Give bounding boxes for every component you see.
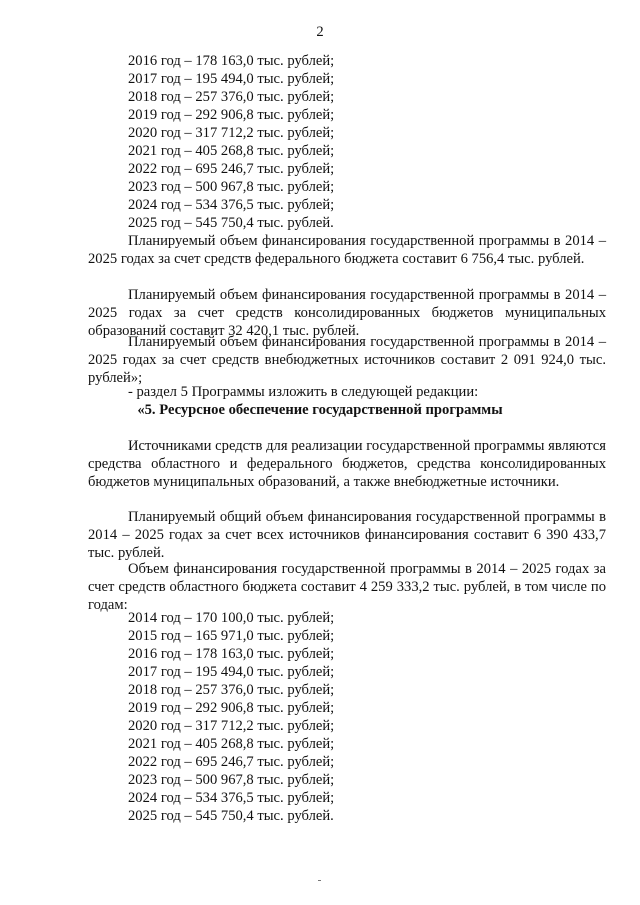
funding-by-year-list-top — [128, 52, 334, 232]
list-item: 2019 год – 292 906,8 тыс. рублей; — [128, 700, 335, 716]
list-item: 2017 год – 195 494,0 тыс. рублей; — [128, 664, 335, 680]
list-item: 2018 год – 257 376,0 тыс. рублей; — [128, 682, 335, 698]
funding-by-year-list-bottom — [128, 609, 334, 825]
list-item: 2017 год – 195 494,0 тыс. рублей; — [128, 71, 335, 87]
list-item: 2020 год – 317 712,2 тыс. рублей; — [128, 718, 335, 734]
list-item: 2024 год – 534 376,5 тыс. рублей; — [128, 790, 335, 806]
list-item: 2019 год – 292 906,8 тыс. рублей; — [128, 107, 335, 123]
paragraph-municipal-budgets: Планируемый объем финансирования государственной программы в 2014 – 2025 годах за счет средств консолидированных бюджетов муниципальных образований составит 32 420,1 тыс. рублей. — [88, 287, 606, 339]
list-item: 2016 год – 178 163,0 тыс. рублей; — [128, 53, 335, 69]
list-item: 2025 год – 545 750,4 тыс. рублей. — [128, 215, 334, 231]
list-item: 2025 год – 545 750,4 тыс. рублей. — [128, 808, 334, 824]
list-item: 2022 год – 695 246,7 тыс. рублей; — [128, 161, 335, 177]
paragraph-total-funding: Планируемый общий объем финансирования государственной программы в 2014 – 2025 годах за счет всех источников финансирования составит 6 390 433,7 тыс. рублей. — [88, 509, 606, 561]
paragraph-federal-budget: Планируемый объем финансирования государственной программы в 2014 – 2025 годах за счет средств федерального бюджета составит 6 756,4 тыс. рублей. — [88, 233, 606, 267]
section-heading: «5. Ресурсное обеспечение государственной программы — [137, 402, 503, 418]
list-item: 2018 год – 257 376,0 тыс. рублей; — [128, 89, 335, 105]
paragraph-regional-budget: Объем финансирования государственной программы в 2014 – 2025 годах за счет средств областного бюджета составит 4 259 333,2 тыс. рублей, в том числе по годам: — [88, 561, 606, 613]
scan-mark — [318, 880, 321, 881]
list-item: 2024 год – 534 376,5 тыс. рублей; — [128, 197, 335, 213]
list-item: 2015 год – 165 971,0 тыс. рублей; — [128, 628, 335, 644]
paragraph-extrabudgetary: Планируемый объем финансирования государственной программы в 2014 – 2025 годах за счет средств внебюджетных источников составит 2 091 924,0 тыс. рублей»; — [88, 334, 606, 386]
list-item: 2014 год – 170 100,0 тыс. рублей; — [128, 610, 335, 626]
list-item: 2021 год – 405 268,8 тыс. рублей; — [128, 143, 335, 159]
page-number: 2 — [316, 24, 324, 40]
list-item: 2023 год – 500 967,8 тыс. рублей; — [128, 179, 335, 195]
paragraph-funding-sources: Источниками средств для реализации государственной программы являются средства областного и федерального бюджетов, средства консолидированных бюджетов муниципальных образований, а также внебюджетные источники. — [88, 438, 606, 490]
list-item: 2021 год – 405 268,8 тыс. рублей; — [128, 736, 335, 752]
list-item: 2020 год – 317 712,2 тыс. рублей; — [128, 125, 335, 141]
list-item: 2022 год – 695 246,7 тыс. рублей; — [128, 754, 335, 770]
list-item: 2016 год – 178 163,0 тыс. рублей; — [128, 646, 335, 662]
amendment-instruction: - раздел 5 Программы изложить в следующей редакции: — [128, 384, 479, 400]
list-item: 2023 год – 500 967,8 тыс. рублей; — [128, 772, 335, 788]
